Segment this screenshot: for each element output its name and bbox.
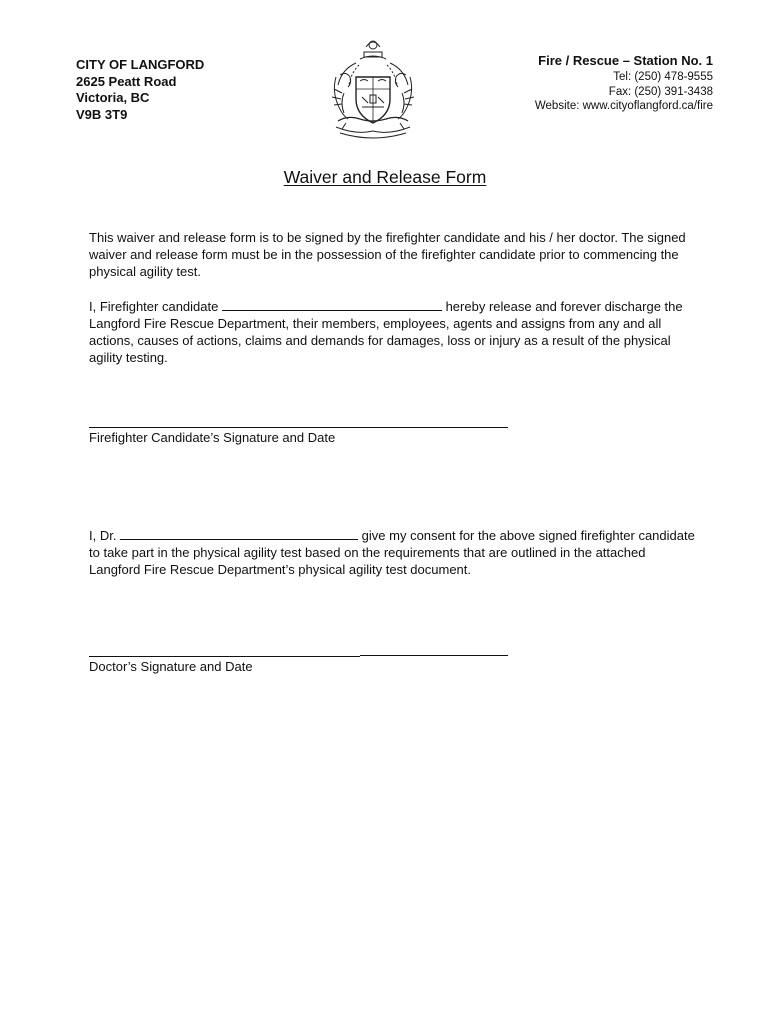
- form-title: Waiver and Release Form: [283, 167, 487, 187]
- doctor-text-before: I, Dr.: [89, 528, 121, 543]
- candidate-text-after: hereby release and forever discharge the Langford Fire Rescue Department, their members, employees, agents and assigns from any and all actions, causes of actions, claims and demands for damages, loss or injury as a result of the physical agility testing.: [89, 299, 683, 365]
- postal-code: V9B 3T9: [76, 106, 128, 122]
- website: Website: www.cityoflangford.ca/fire: [534, 100, 713, 112]
- telephone: Tel: (250) 478-9555: [613, 71, 713, 83]
- doctor-signature-line-left: [89, 656, 360, 657]
- station-contact-block: [535, 52, 713, 114]
- doctor-text-after: give my consent for the above signed firefighter candidate to take part in the physical agility test based on the requirements that are outlined in the attached Langford Fire Rescue Department’s physical agility test document.: [89, 528, 695, 577]
- intro-paragraph: This waiver and release form is to be signed by the firefighter candidate and his / her doctor. The signed waiver and release form must be in the possession of the firefighter candidate prior to commencing the physical agility test.: [89, 230, 686, 279]
- candidate-name-field[interactable]: [222, 298, 442, 311]
- candidate-text-before: I, Firefighter candidate: [89, 299, 222, 314]
- doctor-name-field[interactable]: [120, 527, 358, 540]
- fax: Fax: (250) 391-3438: [608, 85, 713, 98]
- station-name: Fire / Rescue – Station No. 1: [538, 53, 713, 68]
- doctor-consent-paragraph: [89, 527, 699, 578]
- doctor-signature-label: Doctor’s Signature and Date: [89, 659, 253, 674]
- street-address: 2625 Peatt Road: [76, 73, 177, 89]
- city-province: Victoria, BC: [76, 90, 150, 105]
- doctor-signature-line-right: [360, 655, 508, 656]
- candidate-release-paragraph: [89, 298, 699, 366]
- org-name: CITY OF LANGFORD: [76, 57, 205, 72]
- candidate-signature-line[interactable]: [89, 427, 508, 428]
- form-title-row: [0, 167, 770, 188]
- sender-address: [76, 57, 204, 123]
- coat-of-arms-icon: [326, 37, 420, 139]
- candidate-signature-label: Firefighter Candidate’s Signature and Date: [89, 430, 336, 445]
